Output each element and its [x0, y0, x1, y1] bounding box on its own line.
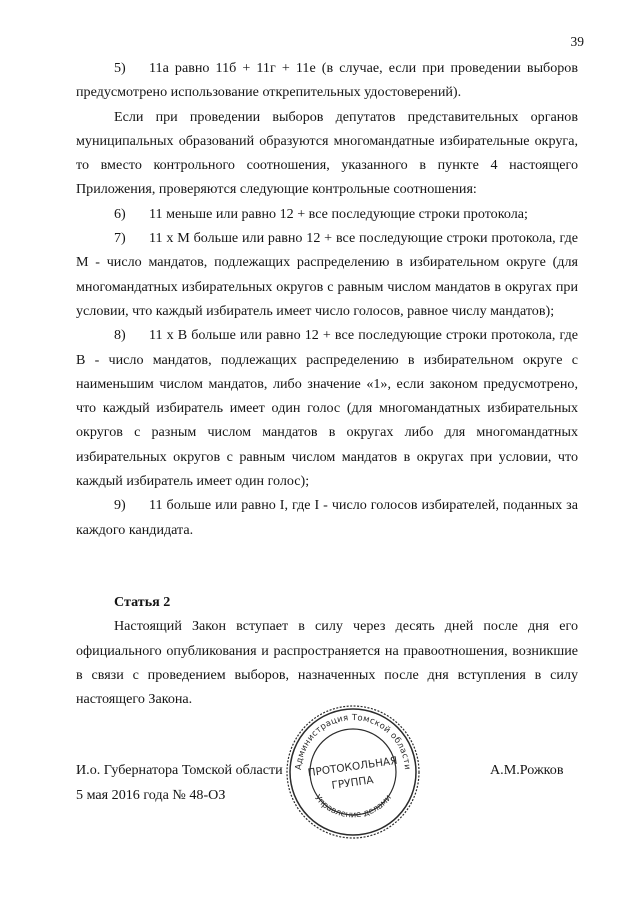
official-stamp: [283, 702, 423, 842]
list-item-6: [76, 202, 578, 226]
page-number: 39: [570, 34, 584, 49]
item-text: 11а равно 11б + 11г + 11е (в случае, если при проведении выборов предусмотрено использование открепительных удостоверений).: [76, 60, 578, 101]
spacer: [76, 542, 578, 590]
article-title: Статья 2: [114, 593, 171, 610]
item-text: 11 x М больше или равно 12 + все последующие строки протокола, где М - число мандатов, подлежащих распределению в избирательном округе (для многомандатных избирательных округов с равным числом мандатов в округах при условии, что каждый избиратель имеет число голосов, равное числу мандатов);: [76, 230, 578, 319]
law-date-number: 5 мая 2016 года № 48-ОЗ: [76, 787, 226, 803]
item-text: 11 больше или равно I, где I - число голосов избирателей, поданных за каждого кандидата.: [76, 497, 578, 538]
paragraph-text: Если при проведении выборов депутатов представительных органов муниципальных образований образуются многомандатные избирательные округа, то вместо контрольного соотношения, указанного в пункте 4 настоящего Приложения, проверяются следующие контрольные соотношения:: [76, 108, 578, 198]
paragraph-multimandate: [76, 105, 578, 202]
stamp-bottom-text: Управление делами: [312, 793, 394, 821]
item-number: 9): [114, 497, 126, 514]
signature-block-left: [76, 758, 283, 808]
article-text: Настоящий Закон вступает в силу через десять дней после дня его официального опубликования и распространяется на правоотношения, возникшие в связи с проведением выборов, назначенных после дня вступления в силу настоящего Закона.: [76, 618, 578, 708]
stamp-outer-text: Администрация Томской области: [293, 712, 413, 771]
item-text: 11 x В больше или равно 12 + все последующие строки протокола, где В - число мандатов, подлежащих распределению в избирательном округе с наименьшим числом мандатов, либо значение «1», если законом предусмотрено, что каждый избиратель имеет один голос (для многомандатных избирательных округов с разным числом мандатов в округах либо для многомандатных избирательных округов с равным числом мандатов в округах при условии, что каждый избиратель имеет один голос);: [76, 327, 578, 490]
document-body: [76, 56, 578, 711]
item-number: 6): [114, 205, 126, 222]
item-text: 11 меньше или равно 12 + все последующие строки протокола;: [149, 205, 528, 222]
item-number: 8): [114, 327, 126, 344]
item-number: 5): [114, 60, 126, 76]
signatory-position: И.о. Губернатора Томской области: [76, 762, 283, 778]
list-item-5: [76, 56, 578, 105]
list-item-7: [76, 226, 578, 323]
signatory-name: А.М.Рожков: [490, 762, 564, 778]
list-item-9: [76, 493, 578, 542]
stamp-line-1: ПРОТОКОЛЬНАЯ: [306, 754, 399, 780]
item-number: 7): [114, 230, 126, 247]
stamp-line-2: ГРУППА: [330, 774, 375, 792]
list-item-8: [76, 323, 578, 493]
